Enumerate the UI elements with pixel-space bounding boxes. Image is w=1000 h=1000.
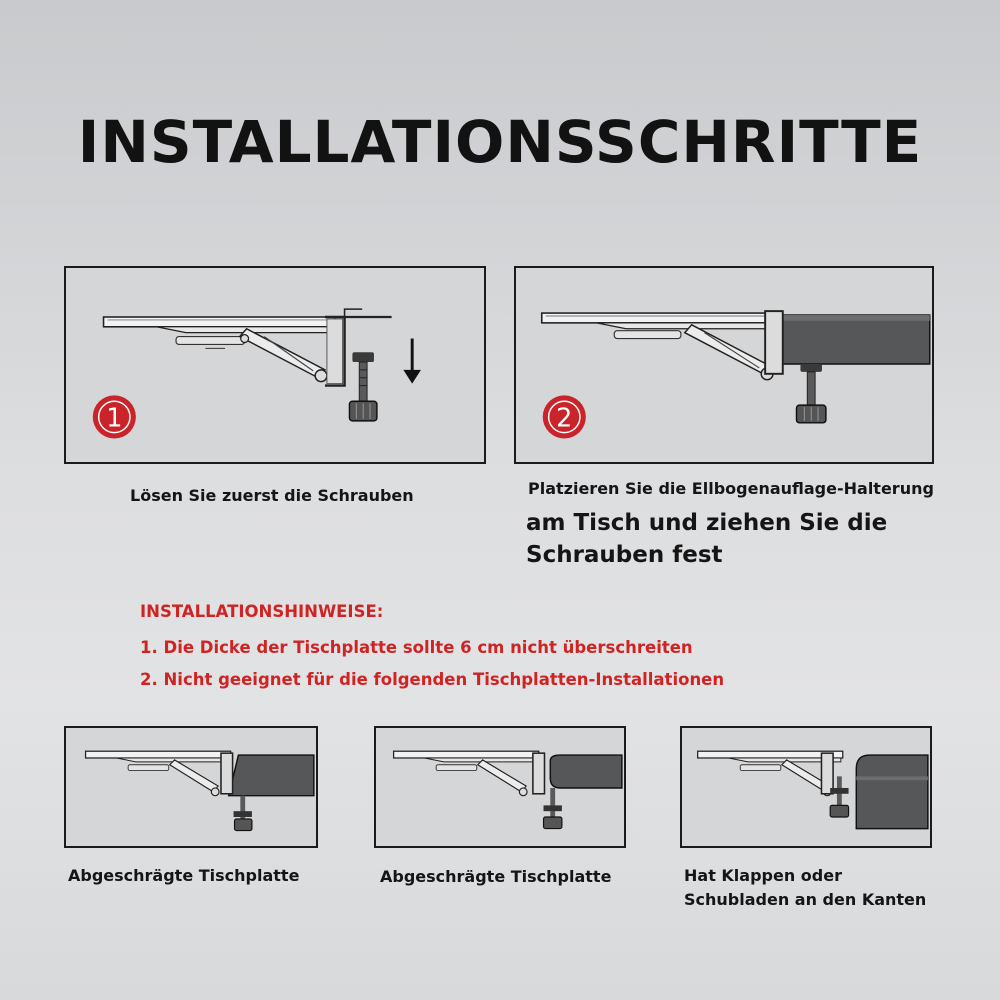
unsuitable-1-illustration <box>64 726 318 848</box>
step-1-caption: Lösen Sie zuerst die Schrauben <box>130 486 414 505</box>
bevelled-tabletop-drawing <box>66 728 316 846</box>
drawer-edge-drawing <box>682 728 930 846</box>
notes-heading: INSTALLATIONSHINWEISE: <box>140 602 384 621</box>
unsuitable-2-illustration <box>374 726 626 848</box>
note-item-2: 2. Nicht geeignet für die folgenden Tischplatten-Installationen <box>140 670 725 689</box>
rounded-tabletop-drawing <box>376 728 624 846</box>
step-1-illustration <box>64 266 486 464</box>
step-2-caption-line-1: Platzieren Sie die Ellbogenauflage-Halterung <box>528 479 934 498</box>
page-title: INSTALLATIONSSCHRITTE <box>77 108 923 176</box>
bracket-loose-drawing <box>66 268 484 462</box>
unsuitable-3-illustration <box>680 726 932 848</box>
unsuitable-2-caption: Abgeschrägte Tischplatte <box>380 867 612 886</box>
unsuitable-1-caption: Abgeschrägte Tischplatte <box>68 866 300 885</box>
bracket-mounted-drawing <box>516 268 932 462</box>
step-2-number: 2 <box>556 403 573 434</box>
arrow-down-icon <box>403 339 421 384</box>
unsuitable-3-caption-line-2: Schubladen an den Kanten <box>684 890 927 909</box>
step-1-number: 1 <box>106 403 123 434</box>
unsuitable-3-caption-line-1: Hat Klappen oder <box>684 866 842 885</box>
step-2-illustration <box>514 266 934 464</box>
note-item-1: 1. Die Dicke der Tischplatte sollte 6 cm nicht überschreiten <box>140 638 693 657</box>
step-2-caption-line-2: am Tisch und ziehen Sie die <box>526 510 888 536</box>
step-2-caption-line-3: Schrauben fest <box>526 542 723 568</box>
